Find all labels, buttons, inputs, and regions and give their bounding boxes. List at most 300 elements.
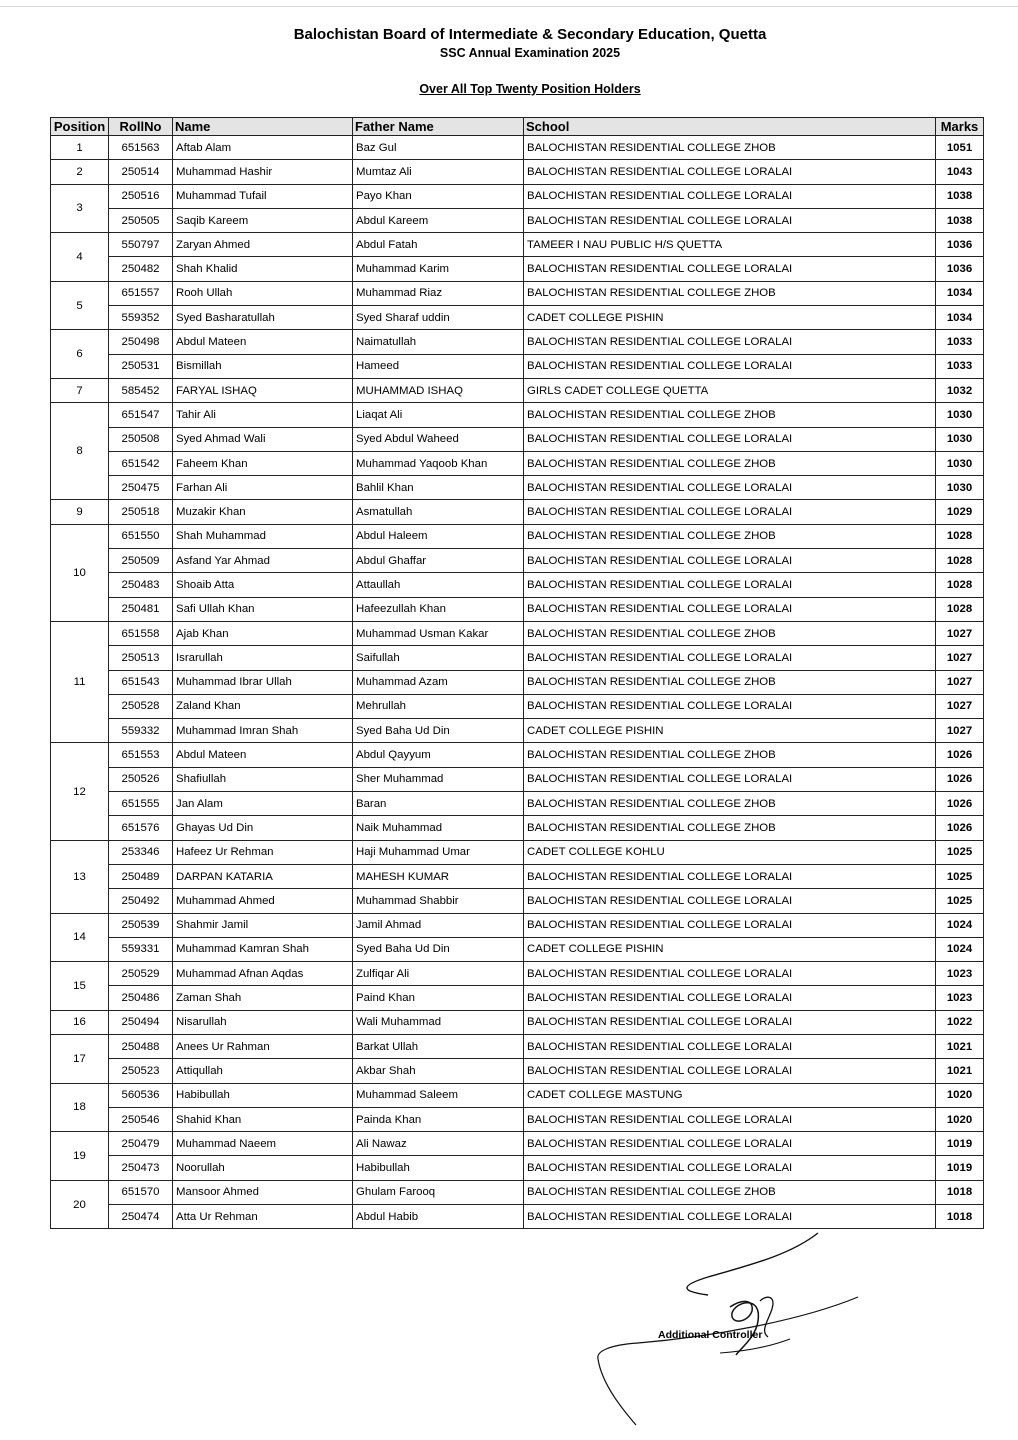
marks-cell: 1026 — [936, 792, 984, 816]
school-cell: BALOCHISTAN RESIDENTIAL COLLEGE LORALAI — [524, 597, 936, 621]
student-name-cell: Zaman Shah — [173, 986, 353, 1010]
roll-no-cell: 585452 — [109, 378, 173, 402]
student-name-cell: Faheem Khan — [173, 451, 353, 475]
student-name-cell: Farhan Ali — [173, 476, 353, 500]
student-name-cell: Anees Ur Rahman — [173, 1034, 353, 1058]
table-row — [51, 330, 984, 354]
father-name-cell: Akbar Shah — [353, 1059, 524, 1083]
roll-no-cell: 250513 — [109, 646, 173, 670]
father-name-cell: Syed Baha Ud Din — [353, 937, 524, 961]
school-cell: BALOCHISTAN RESIDENTIAL COLLEGE LORALAI — [524, 694, 936, 718]
table-row — [51, 913, 984, 937]
table-row — [51, 233, 984, 257]
position-cell: 5 — [51, 281, 109, 330]
position-cell: 3 — [51, 184, 109, 233]
student-name-cell: Atta Ur Rehman — [173, 1205, 353, 1229]
marks-cell: 1021 — [936, 1034, 984, 1058]
school-cell: BALOCHISTAN RESIDENTIAL COLLEGE LORALAI — [524, 767, 936, 791]
table-row — [51, 767, 984, 791]
marks-cell: 1038 — [936, 184, 984, 208]
page-edge-line — [0, 6, 1018, 7]
student-name-cell: Zaryan Ahmed — [173, 233, 353, 257]
marks-cell: 1025 — [936, 889, 984, 913]
marks-cell: 1018 — [936, 1205, 984, 1229]
father-name-cell: Muhammad Shabbir — [353, 889, 524, 913]
school-cell: BALOCHISTAN RESIDENTIAL COLLEGE LORALAI — [524, 913, 936, 937]
roll-no-cell: 250523 — [109, 1059, 173, 1083]
father-name-cell: Naimatullah — [353, 330, 524, 354]
table-row — [51, 1132, 984, 1156]
roll-no-cell: 250528 — [109, 694, 173, 718]
student-name-cell: Shoaib Atta — [173, 573, 353, 597]
father-name-cell: Bahlil Khan — [353, 476, 524, 500]
marks-cell: 1036 — [936, 233, 984, 257]
position-cell: 8 — [51, 403, 109, 500]
position-holders-table — [50, 117, 984, 1229]
school-cell: BALOCHISTAN RESIDENTIAL COLLEGE LORALAI — [524, 646, 936, 670]
school-cell: BALOCHISTAN RESIDENTIAL COLLEGE LORALAI — [524, 1205, 936, 1229]
student-name-cell: Nisarullah — [173, 1010, 353, 1034]
school-cell: BALOCHISTAN RESIDENTIAL COLLEGE ZHOB — [524, 1180, 936, 1204]
table-row — [51, 962, 984, 986]
col-header-position: Position — [51, 118, 109, 136]
marks-cell: 1038 — [936, 208, 984, 232]
father-name-cell: Sher Muhammad — [353, 767, 524, 791]
marks-cell: 1019 — [936, 1156, 984, 1180]
school-cell: BALOCHISTAN RESIDENTIAL COLLEGE LORALAI — [524, 1107, 936, 1131]
father-name-cell: Wali Muhammad — [353, 1010, 524, 1034]
table-row — [51, 403, 984, 427]
student-name-cell: Muhammad Imran Shah — [173, 719, 353, 743]
student-name-cell: Jan Alam — [173, 792, 353, 816]
father-name-cell: Syed Baha Ud Din — [353, 719, 524, 743]
student-name-cell: Israrullah — [173, 646, 353, 670]
marks-cell: 1020 — [936, 1083, 984, 1107]
roll-no-cell: 651563 — [109, 136, 173, 160]
col-header-marks: Marks — [936, 118, 984, 136]
col-header-school: School — [524, 118, 936, 136]
position-cell: 17 — [51, 1034, 109, 1083]
roll-no-cell: 250494 — [109, 1010, 173, 1034]
school-cell: BALOCHISTAN RESIDENTIAL COLLEGE LORALAI — [524, 208, 936, 232]
student-name-cell: Shah Khalid — [173, 257, 353, 281]
school-cell: BALOCHISTAN RESIDENTIAL COLLEGE ZHOB — [524, 621, 936, 645]
roll-no-cell: 250475 — [109, 476, 173, 500]
student-name-cell: Shah Muhammad — [173, 524, 353, 548]
school-cell: BALOCHISTAN RESIDENTIAL COLLEGE LORALAI — [524, 1059, 936, 1083]
student-name-cell: Syed Basharatullah — [173, 306, 353, 330]
roll-no-cell: 250474 — [109, 1205, 173, 1229]
father-name-cell: Attaullah — [353, 573, 524, 597]
marks-cell: 1023 — [936, 986, 984, 1010]
roll-no-cell: 250514 — [109, 160, 173, 184]
school-cell: BALOCHISTAN RESIDENTIAL COLLEGE LORALAI — [524, 330, 936, 354]
marks-cell: 1028 — [936, 524, 984, 548]
table-row — [51, 160, 984, 184]
table-row — [51, 451, 984, 475]
exam-title: SSC Annual Examination 2025 — [439, 46, 621, 60]
table-row — [51, 1156, 984, 1180]
position-cell: 2 — [51, 160, 109, 184]
marks-cell: 1025 — [936, 864, 984, 888]
position-cell: 16 — [51, 1010, 109, 1034]
school-cell: BALOCHISTAN RESIDENTIAL COLLEGE LORALAI — [524, 257, 936, 281]
roll-no-cell: 550797 — [109, 233, 173, 257]
table-row — [51, 524, 984, 548]
student-name-cell: Abdul Mateen — [173, 743, 353, 767]
table-row — [51, 257, 984, 281]
father-name-cell: Abdul Habib — [353, 1205, 524, 1229]
table-row — [51, 864, 984, 888]
marks-cell: 1027 — [936, 646, 984, 670]
father-name-cell: Muhammad Usman Kakar — [353, 621, 524, 645]
position-cell: 13 — [51, 840, 109, 913]
father-name-cell: Habibullah — [353, 1156, 524, 1180]
table-row — [51, 136, 984, 160]
marks-cell: 1028 — [936, 549, 984, 573]
school-cell: BALOCHISTAN RESIDENTIAL COLLEGE LORALAI — [524, 549, 936, 573]
father-name-cell: Asmatullah — [353, 500, 524, 524]
father-name-cell: Abdul Qayyum — [353, 743, 524, 767]
roll-no-cell: 651570 — [109, 1180, 173, 1204]
marks-cell: 1051 — [936, 136, 984, 160]
father-name-cell: Barkat Ullah — [353, 1034, 524, 1058]
school-cell: BALOCHISTAN RESIDENTIAL COLLEGE LORALAI — [524, 1156, 936, 1180]
table-row — [51, 549, 984, 573]
marks-cell: 1026 — [936, 743, 984, 767]
school-cell: BALOCHISTAN RESIDENTIAL COLLEGE LORALAI — [524, 500, 936, 524]
marks-cell: 1020 — [936, 1107, 984, 1131]
marks-cell: 1023 — [936, 962, 984, 986]
marks-cell: 1033 — [936, 330, 984, 354]
position-cell: 19 — [51, 1132, 109, 1181]
school-cell: BALOCHISTAN RESIDENTIAL COLLEGE LORALAI — [524, 864, 936, 888]
position-cell: 9 — [51, 500, 109, 524]
table-row — [51, 743, 984, 767]
position-cell: 6 — [51, 330, 109, 379]
marks-cell: 1024 — [936, 937, 984, 961]
father-name-cell: Zulfiqar Ali — [353, 962, 524, 986]
school-cell: BALOCHISTAN RESIDENTIAL COLLEGE LORALAI — [524, 1034, 936, 1058]
student-name-cell: Shahmir Jamil — [173, 913, 353, 937]
roll-no-cell: 559331 — [109, 937, 173, 961]
marks-cell: 1018 — [936, 1180, 984, 1204]
marks-cell: 1027 — [936, 694, 984, 718]
father-name-cell: Muhammad Karim — [353, 257, 524, 281]
student-name-cell: Attiqullah — [173, 1059, 353, 1083]
marks-cell: 1030 — [936, 427, 984, 451]
student-name-cell: Muhammad Tufail — [173, 184, 353, 208]
father-name-cell: Syed Sharaf uddin — [353, 306, 524, 330]
table-header-row — [51, 118, 984, 136]
father-name-cell: Painda Khan — [353, 1107, 524, 1131]
table-row — [51, 621, 984, 645]
student-name-cell: Shafiullah — [173, 767, 353, 791]
father-name-cell: Abdul Kareem — [353, 208, 524, 232]
father-name-cell: Muhammad Azam — [353, 670, 524, 694]
student-name-cell: Aftab Alam — [173, 136, 353, 160]
school-cell: BALOCHISTAN RESIDENTIAL COLLEGE ZHOB — [524, 136, 936, 160]
roll-no-cell: 250486 — [109, 986, 173, 1010]
table-row — [51, 889, 984, 913]
col-header-name: Name — [173, 118, 353, 136]
position-cell: 18 — [51, 1083, 109, 1132]
school-cell: BALOCHISTAN RESIDENTIAL COLLEGE ZHOB — [524, 792, 936, 816]
marks-cell: 1019 — [936, 1132, 984, 1156]
table-body — [51, 136, 984, 1229]
table-row — [51, 1059, 984, 1083]
school-cell: GIRLS CADET COLLEGE QUETTA — [524, 378, 936, 402]
father-name-cell: Muhammad Riaz — [353, 281, 524, 305]
school-cell: CADET COLLEGE PISHIN — [524, 937, 936, 961]
father-name-cell: Liaqat Ali — [353, 403, 524, 427]
father-name-cell: Jamil Ahmad — [353, 913, 524, 937]
father-name-cell: Mumtaz Ali — [353, 160, 524, 184]
student-name-cell: Muhammad Ahmed — [173, 889, 353, 913]
father-name-cell: Baran — [353, 792, 524, 816]
marks-cell: 1022 — [936, 1010, 984, 1034]
father-name-cell: MAHESH KUMAR — [353, 864, 524, 888]
marks-cell: 1026 — [936, 767, 984, 791]
position-cell: 11 — [51, 621, 109, 742]
father-name-cell: Mehrullah — [353, 694, 524, 718]
roll-no-cell: 250516 — [109, 184, 173, 208]
father-name-cell: Muhammad Saleem — [353, 1083, 524, 1107]
table-row — [51, 354, 984, 378]
father-name-cell: Abdul Fatah — [353, 233, 524, 257]
student-name-cell: Noorullah — [173, 1156, 353, 1180]
marks-cell: 1034 — [936, 306, 984, 330]
position-cell: 7 — [51, 378, 109, 402]
table-row — [51, 597, 984, 621]
table-row — [51, 500, 984, 524]
table-row — [51, 937, 984, 961]
table-row — [51, 670, 984, 694]
student-name-cell: Ajab Khan — [173, 621, 353, 645]
roll-no-cell: 250488 — [109, 1034, 173, 1058]
student-name-cell: Asfand Yar Ahmad — [173, 549, 353, 573]
marks-cell: 1027 — [936, 719, 984, 743]
roll-no-cell: 250489 — [109, 864, 173, 888]
marks-cell: 1024 — [936, 913, 984, 937]
marks-cell: 1028 — [936, 573, 984, 597]
father-name-cell: Hameed — [353, 354, 524, 378]
position-cell: 1 — [51, 136, 109, 160]
school-cell: CADET COLLEGE PISHIN — [524, 719, 936, 743]
table-row — [51, 1180, 984, 1204]
col-header-father-name: Father Name — [353, 118, 524, 136]
roll-no-cell: 250526 — [109, 767, 173, 791]
school-cell: BALOCHISTAN RESIDENTIAL COLLEGE LORALAI — [524, 573, 936, 597]
student-name-cell: Habibullah — [173, 1083, 353, 1107]
school-cell: BALOCHISTAN RESIDENTIAL COLLEGE LORALAI — [524, 1010, 936, 1034]
student-name-cell: Muhammad Naeem — [173, 1132, 353, 1156]
father-name-cell: Naik Muhammad — [353, 816, 524, 840]
father-name-cell: MUHAMMAD ISHAQ — [353, 378, 524, 402]
roll-no-cell: 651558 — [109, 621, 173, 645]
table-row — [51, 1034, 984, 1058]
marks-cell: 1030 — [936, 451, 984, 475]
table-row — [51, 573, 984, 597]
student-name-cell: Tahir Ali — [173, 403, 353, 427]
table-row — [51, 694, 984, 718]
board-title: Balochistan Board of Intermediate & Secondary Education, Quetta — [293, 26, 767, 43]
student-name-cell: Mansoor Ahmed — [173, 1180, 353, 1204]
school-cell: BALOCHISTAN RESIDENTIAL COLLEGE LORALAI — [524, 184, 936, 208]
father-name-cell: Abdul Ghaffar — [353, 549, 524, 573]
table-row — [51, 646, 984, 670]
roll-no-cell: 250481 — [109, 597, 173, 621]
student-name-cell: Ghayas Ud Din — [173, 816, 353, 840]
table-row — [51, 427, 984, 451]
student-name-cell: Zaland Khan — [173, 694, 353, 718]
school-cell: BALOCHISTAN RESIDENTIAL COLLEGE LORALAI — [524, 160, 936, 184]
student-name-cell: Bismillah — [173, 354, 353, 378]
roll-no-cell: 250483 — [109, 573, 173, 597]
student-name-cell: Safi Ullah Khan — [173, 597, 353, 621]
father-name-cell: Paind Khan — [353, 986, 524, 1010]
roll-no-cell: 559332 — [109, 719, 173, 743]
marks-cell: 1027 — [936, 621, 984, 645]
list-subtitle: Over All Top Twenty Position Holders — [419, 82, 641, 96]
roll-no-cell: 250531 — [109, 354, 173, 378]
school-cell: BALOCHISTAN RESIDENTIAL COLLEGE LORALAI — [524, 1132, 936, 1156]
table-row — [51, 184, 984, 208]
father-name-cell: Ghulam Farooq — [353, 1180, 524, 1204]
marks-cell: 1043 — [936, 160, 984, 184]
student-name-cell: Abdul Mateen — [173, 330, 353, 354]
school-cell: BALOCHISTAN RESIDENTIAL COLLEGE LORALAI — [524, 986, 936, 1010]
roll-no-cell: 559352 — [109, 306, 173, 330]
father-name-cell: Hafeezullah Khan — [353, 597, 524, 621]
table-row — [51, 1107, 984, 1131]
school-cell: BALOCHISTAN RESIDENTIAL COLLEGE LORALAI — [524, 962, 936, 986]
school-cell: BALOCHISTAN RESIDENTIAL COLLEGE LORALAI — [524, 889, 936, 913]
table-row — [51, 281, 984, 305]
marks-cell: 1032 — [936, 378, 984, 402]
position-cell: 12 — [51, 743, 109, 840]
marks-cell: 1034 — [936, 281, 984, 305]
roll-no-cell: 250482 — [109, 257, 173, 281]
roll-no-cell: 250508 — [109, 427, 173, 451]
roll-no-cell: 253346 — [109, 840, 173, 864]
roll-no-cell: 560536 — [109, 1083, 173, 1107]
table-row — [51, 840, 984, 864]
student-name-cell: Muzakir Khan — [173, 500, 353, 524]
school-cell: BALOCHISTAN RESIDENTIAL COLLEGE ZHOB — [524, 743, 936, 767]
roll-no-cell: 250505 — [109, 208, 173, 232]
student-name-cell: Muhammad Afnan Aqdas — [173, 962, 353, 986]
roll-no-cell: 651555 — [109, 792, 173, 816]
school-cell: CADET COLLEGE KOHLU — [524, 840, 936, 864]
marks-cell: 1027 — [936, 670, 984, 694]
table-row — [51, 1083, 984, 1107]
position-cell: 15 — [51, 962, 109, 1011]
father-name-cell: Muhammad Yaqoob Khan — [353, 451, 524, 475]
table-row — [51, 816, 984, 840]
father-name-cell: Syed Abdul Waheed — [353, 427, 524, 451]
roll-no-cell: 651542 — [109, 451, 173, 475]
student-name-cell: Syed Ahmad Wali — [173, 427, 353, 451]
roll-no-cell: 250529 — [109, 962, 173, 986]
school-cell: TAMEER I NAU PUBLIC H/S QUETTA — [524, 233, 936, 257]
col-header-rollno: RollNo — [109, 118, 173, 136]
student-name-cell: Rooh Ullah — [173, 281, 353, 305]
marks-cell: 1028 — [936, 597, 984, 621]
school-cell: CADET COLLEGE PISHIN — [524, 306, 936, 330]
father-name-cell: Ali Nawaz — [353, 1132, 524, 1156]
student-name-cell: Muhammad Hashir — [173, 160, 353, 184]
roll-no-cell: 250498 — [109, 330, 173, 354]
school-cell: BALOCHISTAN RESIDENTIAL COLLEGE LORALAI — [524, 476, 936, 500]
roll-no-cell: 250546 — [109, 1107, 173, 1131]
marks-cell: 1026 — [936, 816, 984, 840]
roll-no-cell: 651557 — [109, 281, 173, 305]
marks-cell: 1030 — [936, 476, 984, 500]
table-row — [51, 986, 984, 1010]
position-cell: 20 — [51, 1180, 109, 1229]
marks-cell: 1029 — [936, 500, 984, 524]
roll-no-cell: 250492 — [109, 889, 173, 913]
roll-no-cell: 651576 — [109, 816, 173, 840]
table-row — [51, 792, 984, 816]
position-cell: 14 — [51, 913, 109, 962]
marks-cell: 1036 — [936, 257, 984, 281]
roll-no-cell: 651550 — [109, 524, 173, 548]
roll-no-cell: 250518 — [109, 500, 173, 524]
roll-no-cell: 651553 — [109, 743, 173, 767]
roll-no-cell: 651543 — [109, 670, 173, 694]
table-row — [51, 208, 984, 232]
student-name-cell: FARYAL ISHAQ — [173, 378, 353, 402]
father-name-cell: Saifullah — [353, 646, 524, 670]
student-name-cell: Muhammad Kamran Shah — [173, 937, 353, 961]
student-name-cell: Saqib Kareem — [173, 208, 353, 232]
marks-cell: 1030 — [936, 403, 984, 427]
school-cell: BALOCHISTAN RESIDENTIAL COLLEGE ZHOB — [524, 670, 936, 694]
position-cell: 10 — [51, 524, 109, 621]
position-cell: 4 — [51, 233, 109, 282]
school-cell: CADET COLLEGE MASTUNG — [524, 1083, 936, 1107]
school-cell: BALOCHISTAN RESIDENTIAL COLLEGE LORALAI — [524, 427, 936, 451]
school-cell: BALOCHISTAN RESIDENTIAL COLLEGE LORALAI — [524, 354, 936, 378]
school-cell: BALOCHISTAN RESIDENTIAL COLLEGE ZHOB — [524, 816, 936, 840]
father-name-cell: Abdul Haleem — [353, 524, 524, 548]
student-name-cell: Hafeez Ur Rehman — [173, 840, 353, 864]
table-row — [51, 719, 984, 743]
school-cell: BALOCHISTAN RESIDENTIAL COLLEGE ZHOB — [524, 281, 936, 305]
signature-label: Additional Controller — [658, 1329, 763, 1341]
roll-no-cell: 250479 — [109, 1132, 173, 1156]
table-row — [51, 306, 984, 330]
roll-no-cell: 651547 — [109, 403, 173, 427]
roll-no-cell: 250509 — [109, 549, 173, 573]
school-cell: BALOCHISTAN RESIDENTIAL COLLEGE ZHOB — [524, 451, 936, 475]
roll-no-cell: 250473 — [109, 1156, 173, 1180]
school-cell: BALOCHISTAN RESIDENTIAL COLLEGE ZHOB — [524, 524, 936, 548]
student-name-cell: Shahid Khan — [173, 1107, 353, 1131]
table-row — [51, 1010, 984, 1034]
table-row — [51, 476, 984, 500]
roll-no-cell: 250539 — [109, 913, 173, 937]
father-name-cell: Baz Gul — [353, 136, 524, 160]
father-name-cell: Haji Muhammad Umar — [353, 840, 524, 864]
marks-cell: 1021 — [936, 1059, 984, 1083]
student-name-cell: DARPAN KATARIA — [173, 864, 353, 888]
school-cell: BALOCHISTAN RESIDENTIAL COLLEGE ZHOB — [524, 403, 936, 427]
marks-cell: 1033 — [936, 354, 984, 378]
marks-cell: 1025 — [936, 840, 984, 864]
